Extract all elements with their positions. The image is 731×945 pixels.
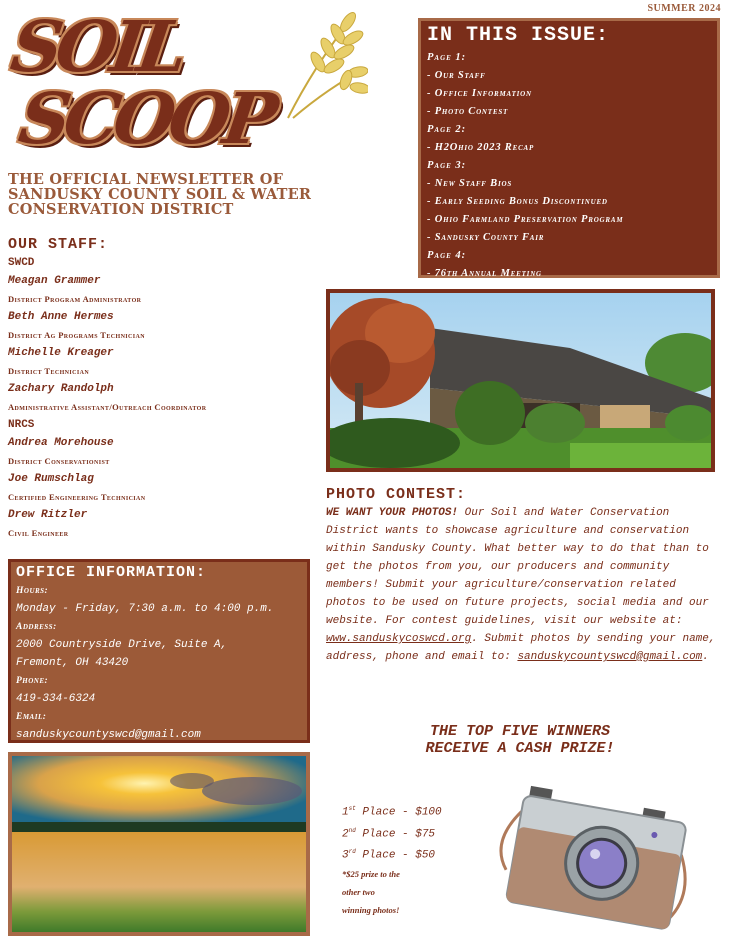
staff-name: Zachary Randolph [8,383,114,395]
contest-body-part3: . [702,651,709,663]
prize-amount: Place - $100 [355,806,442,819]
photo-contest-body [326,504,721,666]
phone-value: 419-334-6324 [16,693,96,705]
phone-label: Phone: [16,676,49,686]
prize-suffix: nd [348,826,356,834]
issue-page-heading: Page 2: [427,124,467,135]
issue-item: - Early Seeding Bonus Discontinued [427,196,608,207]
contest-body-part1: Our Soil and Water Conservation District wants to showcase agriculture and conservation within Sandusky County. What better way to do that than to get the photos from you, our producers and community members! Submit your agriculture/conservation related photos to be used on future projects, social media and our website. For contest guidelines, visit our website at: [326,507,709,627]
prize-place: 2 [342,828,349,841]
in-this-issue-box [418,18,720,278]
prize-row [342,843,482,865]
office-building-photo [326,289,715,472]
photo-contest-section [326,486,721,666]
prize-row [342,800,482,822]
issue-page-heading: Page 4: [427,250,467,261]
hours-label: Hours: [16,586,49,596]
staff-group-nrcs: NRCS [8,419,35,431]
photo-contest-title: PHOTO CONTEST: [326,486,467,503]
our-staff-title: OUR STAFF: [8,236,109,253]
staff-name: Joe Rumschlag [8,473,94,485]
email-link[interactable]: sanduskycountyswcd@gmail.com [517,651,703,663]
issue-item: - New Staff Bios [427,178,513,189]
wheat-field-illustration [12,756,306,932]
issue-item: - 76th Annual Meeting [427,268,542,279]
staff-name: Beth Anne Hermes [8,311,114,323]
prize-note: winning photos! [342,904,400,915]
staff-title: Administrative Assistant/Outreach Coordinator [8,402,207,412]
staff-title: Civil Engineer [8,528,69,538]
prize-note: other two [342,886,375,897]
prize-amount: Place - $50 [355,849,436,862]
logo-scoop: SCOOP [14,77,277,160]
staff-group-swcd: SWCD [8,257,35,269]
address-label: Address: [16,622,57,632]
issue-item: - Our Staff [427,70,486,81]
camera-icon [485,780,705,930]
wheat-icon [258,8,368,128]
contest-lead: WE WANT YOUR PHOTOS! [326,507,459,519]
prize-headline [340,723,700,757]
office-information-box [8,559,310,743]
issue-page-heading: Page 3: [427,160,467,171]
hours-value: Monday - Friday, 7:30 a.m. to 4:00 p.m. [16,603,274,615]
camera-illustration [485,780,705,930]
staff-title: District Conservationist [8,456,110,466]
staff-name: Drew Ritzler [8,509,88,521]
staff-title: District Ag Programs Technician [8,330,145,340]
contest-body-part2: . Submit photos by sending your name, address, phone and email to: [326,633,716,663]
staff-title: District Technician [8,366,90,376]
issue-item: - Office Information [427,88,532,99]
staff-name: Andrea Morehouse [8,437,114,449]
prize-suffix: st [348,805,356,812]
prize-headline-line1: THE TOP FIVE WINNERS [429,723,611,740]
prize-headline-line2: RECEIVE A CASH PRIZE! [425,740,615,757]
prize-amount: Place - $75 [355,828,436,841]
prize-list [342,800,482,919]
wheat-field-photo [8,752,310,936]
prize-row [342,822,482,844]
address-line1: 2000 Countryside Drive, Suite A, [16,639,228,651]
staff-name: Michelle Kreager [8,347,114,359]
issue-item: - Ohio Farmland Preservation Program [427,214,624,225]
issue-season: SUMMER 2024 [647,3,721,14]
website-link[interactable]: www.sanduskycoswcd.org [326,633,472,645]
address-line2: Fremont, OH 43420 [16,657,129,669]
issue-page-heading: Page 1: [427,52,467,63]
staff-name: Meagan Grammer [8,275,101,287]
our-staff-section [8,236,308,542]
issue-item: - Sandusky County Fair [427,232,545,243]
staff-title: District Program Administrator [8,294,142,304]
email-label: Email: [16,712,47,722]
newsletter-logo [6,5,368,160]
office-info-title: OFFICE INFORMATION: [16,564,207,581]
newsletter-tagline: THE OFFICIAL NEWSLETTER OF SANDUSKY COUNTY SOIL & WATER CONSERVATION DISTRICT [8,171,312,218]
issue-item: - H2Ohio 2023 Recap [427,142,535,153]
in-this-issue-title: IN THIS ISSUE: [427,24,610,47]
prize-suffix: rd [348,848,356,856]
staff-title: Certified Engineering Technician [8,492,146,502]
prize-place: 1 [342,806,349,819]
prize-note: *$25 prize to the [342,868,400,879]
email-value: sanduskycountyswcd@gmail.com [16,729,201,741]
prize-place: 3 [342,849,349,862]
logo-soil: SOIL [6,5,188,88]
issue-item: - Photo Contest [427,106,509,117]
office-building-illustration [330,293,711,468]
